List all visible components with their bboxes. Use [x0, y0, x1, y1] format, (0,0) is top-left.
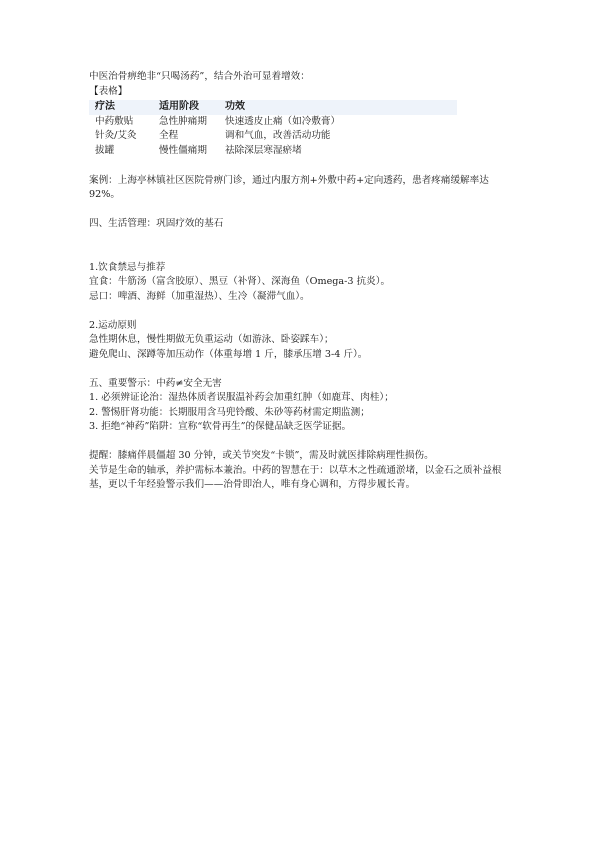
exercise-heading: 2.运动原则	[89, 319, 137, 331]
intro-paragraph: 中医治骨痹绝非“只喝汤药”，结合外治可显着增效：	[89, 71, 310, 82]
table-tag: 【表格】	[89, 85, 128, 97]
table-cell: 慢性僵痛期	[159, 144, 207, 156]
exercise-item: 避免爬山、深蹲等加压动作（体重每增 1 斤，膝承压增 3-4 斤）。	[89, 348, 368, 360]
diet-recommended: 宜食：牛筋汤（富含胶原）、黑豆（补肾）、深海鱼（Omega-3 抗炎）。	[89, 276, 391, 287]
exercise-item: 急性期休息，慢性期做无负重运动（如游泳、卧姿踩车）；	[89, 334, 334, 345]
header-stage: 适用阶段	[159, 101, 199, 112]
document-body	[89, 70, 519, 493]
section-5-heading: 五、重要警示：中药≠安全无害	[89, 377, 222, 389]
warning-item: 2. 警惕肝肾功能：长期服用含马兜铃酸、朱砂等药材需定期监测；	[89, 406, 370, 418]
header-effect: 功效	[225, 101, 245, 112]
table-cell: 快速透皮止痛（如冷敷膏）	[225, 115, 341, 127]
table-row	[89, 115, 457, 130]
table-cell: 祛除深层寒湿瘀堵	[225, 144, 302, 156]
case-paragraph: 案例：上海亭林镇社区医院骨痹门诊，通过内服方剂+外敷中药+定向透药，患者疼痛缓解率达 92%。	[89, 174, 489, 200]
table-row	[89, 129, 457, 144]
table-cell: 拔罐	[95, 144, 115, 156]
table-row	[89, 144, 457, 159]
header-therapy: 疗法	[95, 101, 115, 112]
reminder-paragraph: 提醒：膝痛伴晨僵超 30 分钟，或关节突发“卡锁”，需及时就医排除病理性损伤。	[89, 450, 434, 461]
therapy-table	[89, 100, 457, 158]
table-header-row	[89, 100, 457, 115]
section-4-heading: 四、生活管理：巩固疗效的基石	[89, 218, 224, 229]
table-cell: 急性肿痛期	[159, 115, 207, 127]
table-cell: 中药敷贴	[95, 115, 134, 127]
closing-paragraph: 关节是生命的轴承，养护需标本兼治。中药的智慧在于：以草木之性疏通淤堵，以金石之质补益根基，更以千年经验警示我们——治骨即治人，唯有身心调和，方得步履长青。	[89, 464, 502, 490]
table-cell: 调和气血，改善活动功能	[225, 130, 331, 141]
warning-item: 1. 必须辨证论治：湿热体质者误服温补药会加重红肿（如鹿茸、肉桂）；	[89, 392, 394, 403]
table-cell: 针灸/艾灸	[95, 130, 137, 141]
diet-heading: 1.饮食禁忌与推荐	[89, 261, 166, 273]
diet-avoid: 忌口：啤酒、海鲜（加重湿热）、生冷（凝滞气血）。	[89, 290, 310, 302]
table-cell: 全程	[159, 130, 179, 141]
warning-item: 3. 拒绝“神药”陷阱：宣称“软骨再生”的保健品缺乏医学证据。	[89, 421, 352, 432]
